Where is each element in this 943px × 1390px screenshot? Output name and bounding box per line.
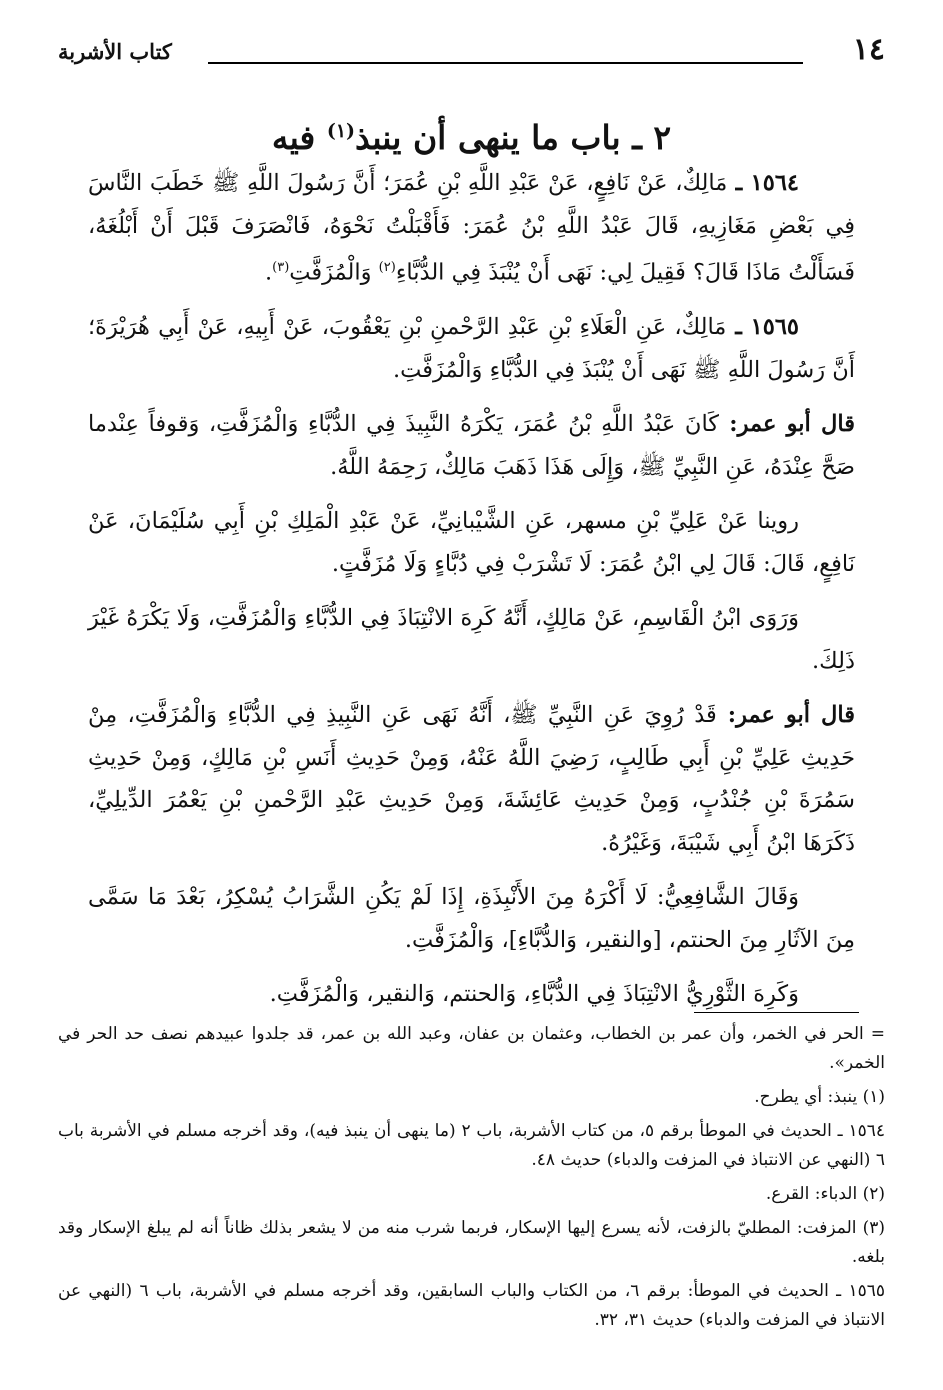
footnote: (٢) الدباء: القرع. [765,1184,885,1204]
hadith-text-cont: وَالْمُزَفَّتِ [289,259,379,286]
commentary-text: كَانَ عَبْدُ اللَّهِ بْنُ عُمَرَ، يَكْرَهُ النَّبِيذَ فِي الدُّبَّاءِ وَالْمُزَفَّتِ، وَقوفاً عِنْدما صَحَّ عِنْدَهُ، عَنِ النَّبِيِّ ﷺ، وَإِلَى هَذَا ذَهَبَ مَالِكٌ، رَحِمَهُ اللَّهُ. [88,411,855,480]
running-title: كتاب الأشربة [58,39,172,64]
footnote: (١) ينبذ: أي يطرح. [754,1087,885,1107]
narration-paragraph: وَرَوَى ابْنُ الْقَاسِمِ، عَنْ مَالِكٍ، أَنَّهُ كَرِهَ الانْتِبَاذَ فِي الدُّبَّاءِ وَالْمُزَفَّتِ، وَلَا يَكْرَهُ غَيْرَ ذَلِكَ. [88,605,855,674]
chapter-title-tail: فيه [271,118,327,157]
footnote: (٣) المزفت: المطليّ بالزفت، لأنه يسرع إليها الإسكار، فربما شرب منه من لا يشعر بذلك ظاناً أنه لم يبلغ الإسكار وقد بلغه. [58,1218,885,1267]
hadith-text: مَالِكٌ، عَنْ نَافِعٍ، عَنْ عَبْدِ اللَّهِ بْنِ عُمَرَ؛ أَنَّ رَسُولَ اللَّهِ ﷺ خَطَبَ النَّاسَ فِي بَعْضِ مَغَازِيهِ، قَالَ عَبْدُ اللَّهِ بْنُ عُمَرَ: فَأَقْبَلْتُ نَحْوَهُ، فَانْصَرَفَ قَبْلَ أَنْ أَبْلُغَهُ، فَسَأَلْتُ مَاذَا قَالَ؟ فَقِيلَ لِي: نَهَى أَنْ يُنْبَذَ فِي الدُّبَّاءِ [88,170,855,286]
hadith-1565 [88,306,855,391]
footnote: = الحر في الخمر، وأن عمر بن الخطاب، وعثمان بن عفان، وعبد الله بن عمر، قد جلدوا عبيدهم نصف حد الحر في الخمر». [58,1024,885,1073]
footnotes [58,1020,885,1340]
hadith-1564 [88,162,855,294]
header-rule [208,62,803,64]
commentary-text: قَدْ رُوِيَ عَنِ النَّبِيِّ ﷺ، أَنَّهُ نَهَى عَنِ النَّبِيذِ فِي الدُّبَّاءِ وَالْمُزَفَّتِ، مِنْ حَدِيثِ عَلِيِّ بْنِ أَبِي طَالِبٍ، رَضِيَ اللَّهُ عَنْهُ، وَمِنْ حَدِيثِ أَنَسِ بْنِ مَالِكٍ، وَمِنْ حَدِيثِ سَمُرَةَ بْنِ جُنْدُبٍ، وَمِنْ حَدِيثِ عَائِشَةَ، وَمِنْ حَدِيثِ عَبْدِ الرَّحْمنِ بْنِ يَعْمُرَ الدِّيلِيِّ، ذَكَرَهَا ابْنُ أَبِي شَيْبَةَ، وَغَيْرُهُ. [88,702,855,856]
chapter-title [0,108,943,161]
hadith-text-end: . [264,259,273,286]
commentary-paragraph [88,694,855,864]
commentary-lead: قال أبو عمر: [719,411,855,437]
footnote: ١٥٦٥ ـ الحديث في الموطأ: برقم ٦، من الكتاب والباب السابقين، وقد أخرجه مسلم في الأشربة، باب ٦ (النهي عن الانتباذ في المزفت والدباء) حديث ٣١، ٣٢. [58,1281,885,1330]
footnote-ref-1: (١) [326,120,356,142]
footnote-ref-2: (٢) [378,260,396,275]
footnote: ١٥٦٤ ـ الحديث في الموطأ برقم ٥، من كتاب الأشربة، باب ٢ (ما ينهى أن ينبذ فيه)، وقد أخرجه مسلم في الأشربة باب ٦ (النهي عن الانتباذ في المزفت والدباء) حديث ٤٨. [58,1121,885,1170]
commentary-lead: قال أبو عمر: [716,702,856,728]
hadith-number: ١٥٦٤ ـ [727,170,799,196]
opinion-paragraph: وَكَرِهَ الثَّوْرِيُّ الانْتِبَاذَ فِي الدُّبَّاءِ، وَالحنتم، وَالنقير، وَالْمُزَفَّتِ. [269,981,799,1007]
footnote-separator [694,1012,859,1013]
narration-paragraph: روينا عَنْ عَلِيِّ بْنِ مسهر، عَنِ الشَّيْبانِيِّ، عَنْ عَبْدِ الْمَلِكِ بْنِ أَبِي سُلَيْمَانَ، عَنْ نَافِعٍ، قَالَ: قَالَ لِي ابْنُ عُمَرَ: لَا تَشْرَبْ فِي دُبَّاءٍ وَلَا مُزَفَّتٍ. [88,508,855,577]
footnote-ref-3: (٣) [272,260,290,275]
chapter-title-text: ٢ ـ باب ما ينهى أن ينبذ [355,118,672,157]
commentary-paragraph [88,403,855,488]
page-number: ١٤ [852,32,885,67]
hadith-text: مَالِكٌ، عَنِ الْعَلَاءِ بْنِ عَبْدِ الرَّحْمنِ بْنِ يَعْقُوبَ، عَنْ أَبِيهِ، عَنْ أَبِي هُرَيْرَةَ؛ أَنَّ رَسُولَ اللَّهِ ﷺ نَهَى أَنْ يُنْبَذَ فِي الدُّبَّاءِ وَالْمُزَفَّتِ. [88,314,855,383]
page-header [58,32,885,72]
main-text [88,162,855,1028]
hadith-number: ١٥٦٥ ـ [726,314,799,340]
opinion-paragraph: وَقَالَ الشَّافِعِيُّ: لَا أَكْرَهُ مِنَ الأَنْبِذَةِ، إِذَا لَمْ يَكُنِ الشَّرَابُ يُسْكِرُ، بَعْدَ مَا سَمَّى مِنَ الآثَارِ مِنَ الحنتم، [والنقير، وَالدُّبَّاءِ]، وَالْمُزَفَّتِ. [88,884,855,953]
